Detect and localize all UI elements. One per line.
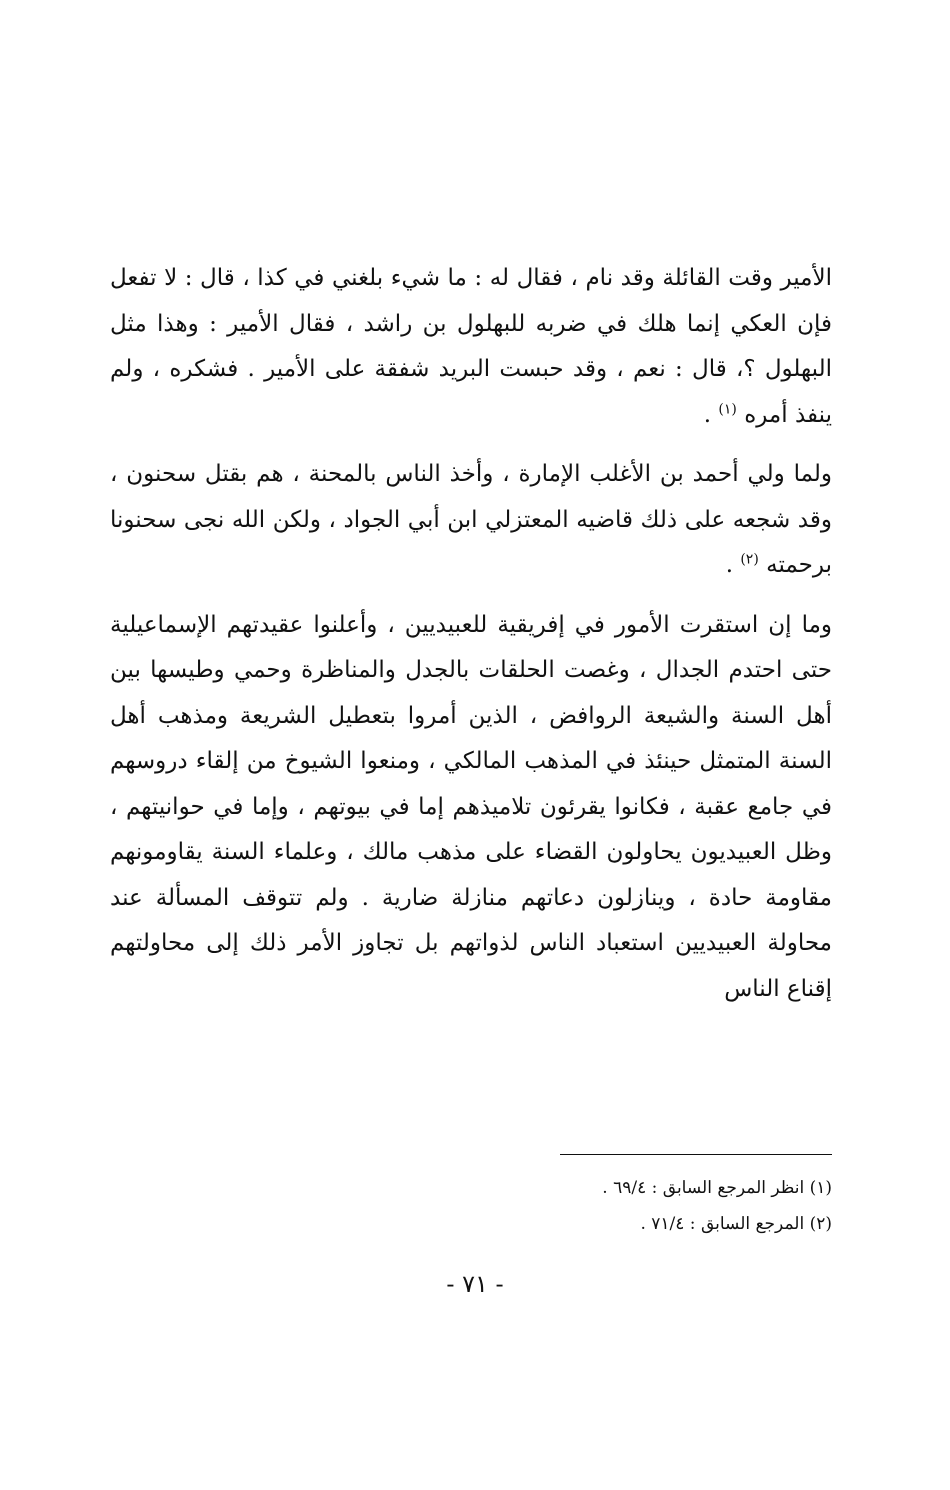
paragraph-2	[110, 452, 832, 589]
footnote-2: (٢) المرجع السابق : ٧١/٤ .	[640, 1214, 832, 1234]
paragraph-1-end: .	[703, 401, 719, 428]
footnote-1: (١) انظر المرجع السابق : ٦٩/٤ .	[602, 1178, 832, 1198]
footnotes	[110, 1170, 832, 1242]
paragraph-2-text: ولما ولي أحمد بن الأغلب الإمارة ، وأخذ الناس بالمحنة ، هم بقتل سحنون ، وقد شجعه على ذلك قاضيه المعتزلي ابن أبي الجواد ، ولكن الله نجى سحنونا برحمته	[110, 461, 832, 578]
paragraph-3-text: وما إن استقرت الأمور في إفريقية للعبيديين ، وأعلنوا عقيدتهم الإسماعيلية حتى احتدم الجدال ، وغصت الحلقات بالجدل والمناظرة وحمي وطيسها بين أهل السنة والشيعة الروافض ، الذين أمروا بتعطيل الشريعة ومذهب أهل السنة المتمثل حينئذ في المذهب المالكي ، ومنعوا الشيوخ من إلقاء دروسهم في جامع عقبة ، فكانوا يقرئون تلاميذهم إما في بيوتهم ، وإما في حوانيتهم ، وظل العبيديون يحاولون القضاء على مذهب مالك ، وعلماء السنة يقاومونهم مقاومة حادة ، وينازلون دعاتهم منازلة ضارية . ولم تتوقف المسألة عند محاولة العبيديين استعباد الناس لذواتهم بل تجاوز الأمر ذلك إلى محاولتهم إقناع الناس	[110, 611, 832, 1002]
footnote-divider	[560, 1154, 832, 1155]
page-body	[110, 256, 832, 1012]
page-number: - ٧١ -	[446, 1270, 504, 1298]
footnote-ref-1[interactable]: (١)	[718, 400, 737, 417]
paragraph-1-text: الأمير وقت القائلة وقد نام ، فقال له : ما شيء بلغني في كذا ، قال : لا تفعل فإن العكي إنما هلك في ضربه للبهلول بن راشد ، فقال الأمير : وهذا مثل البهلول ؟، قال : نعم ، وقد حبست البريد شفقة على الأمير . فشكره ، ولم ينفذ أمره	[110, 265, 832, 428]
paragraph-1	[110, 256, 832, 438]
paragraph-3	[110, 603, 832, 1013]
footnote-ref-2[interactable]: (٢)	[740, 551, 759, 568]
paragraph-2-end: .	[725, 552, 741, 578]
